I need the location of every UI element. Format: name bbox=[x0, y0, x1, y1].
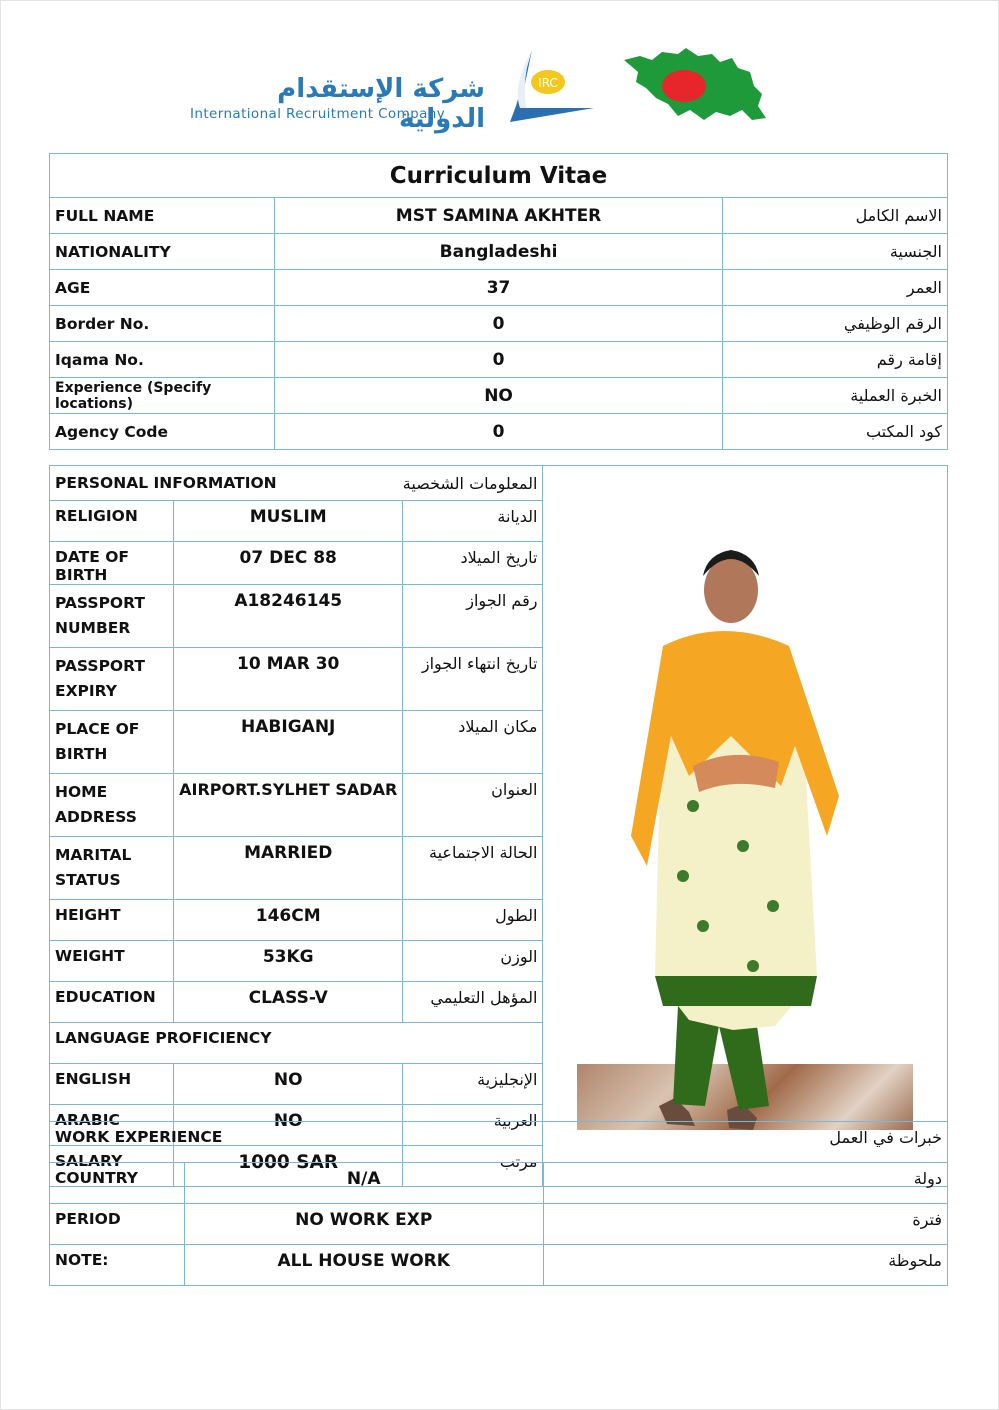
table-row bbox=[50, 466, 948, 501]
label-en: HEIGHT bbox=[50, 900, 174, 941]
table-row bbox=[50, 1122, 948, 1163]
bangladesh-flag-map-icon bbox=[620, 46, 770, 126]
label-en: AGE bbox=[50, 270, 275, 306]
place-of-birth-value: HABIGANJ bbox=[174, 711, 403, 774]
label-en: DATE OF BIRTH bbox=[50, 542, 174, 585]
height-value: 146CM bbox=[174, 900, 403, 941]
label-en: PASSPORT NUMBER bbox=[50, 585, 174, 648]
label-en: Agency Code bbox=[50, 414, 275, 450]
label-ar: الوزن bbox=[403, 941, 543, 982]
label-ar: العربية bbox=[403, 1105, 543, 1146]
iqama-no-value: 0 bbox=[274, 342, 722, 378]
nationality-value: Bangladeshi bbox=[274, 234, 722, 270]
cv-summary-table bbox=[49, 153, 948, 450]
note-value: ALL HOUSE WORK bbox=[184, 1245, 543, 1286]
border-no-value: 0 bbox=[274, 306, 722, 342]
label-ar: إقامة رقم bbox=[723, 342, 948, 378]
label-en: NATIONALITY bbox=[50, 234, 275, 270]
country-value: N/A bbox=[184, 1163, 543, 1204]
table-row bbox=[50, 306, 948, 342]
label-en: SALARY bbox=[50, 1146, 174, 1187]
label-ar: العمر bbox=[723, 270, 948, 306]
label-en: NOTE: bbox=[50, 1245, 185, 1286]
candidate-figure-icon bbox=[543, 506, 946, 1146]
label-ar: المؤهل التعليمي bbox=[403, 982, 543, 1023]
label-en: ARABIC bbox=[50, 1105, 174, 1146]
label-en: Experience (Specify locations) bbox=[50, 378, 275, 414]
label-ar: الخبرة العملية bbox=[723, 378, 948, 414]
table-row bbox=[50, 1245, 948, 1286]
irc-logo-icon bbox=[492, 46, 602, 126]
table-row bbox=[50, 198, 948, 234]
work-experience-heading-ar: خبرات في العمل bbox=[543, 1122, 948, 1163]
label-en: COUNTRY bbox=[50, 1163, 185, 1204]
work-experience-table bbox=[49, 1121, 948, 1286]
label-en: ENGLISH bbox=[50, 1064, 174, 1105]
religion-value: MUSLIM bbox=[174, 501, 403, 542]
label-ar: الاسم الكامل bbox=[723, 198, 948, 234]
table-row bbox=[50, 270, 948, 306]
age-value: 37 bbox=[274, 270, 722, 306]
label-ar: فترة bbox=[543, 1204, 948, 1245]
label-en: PLACE OF BIRTH bbox=[50, 711, 174, 774]
table-row bbox=[50, 414, 948, 450]
label-en: WEIGHT bbox=[50, 941, 174, 982]
weight-value: 53KG bbox=[174, 941, 403, 982]
label-ar: الإنجليزية bbox=[403, 1064, 543, 1105]
photo-cell bbox=[543, 466, 948, 1187]
label-ar: تاريخ انتهاء الجواز bbox=[403, 648, 543, 711]
label-ar: كود المكتب bbox=[723, 414, 948, 450]
label-ar: ملحوظة bbox=[543, 1245, 948, 1286]
english-value: NO bbox=[174, 1064, 403, 1105]
label-en: Border No. bbox=[50, 306, 275, 342]
irc-badge-text: IRC bbox=[538, 76, 558, 90]
cv-title: Curriculum Vitae bbox=[50, 154, 948, 198]
label-ar: الحالة الاجتماعية bbox=[403, 837, 543, 900]
label-ar: تاريخ الميلاد bbox=[403, 542, 543, 585]
label-ar: الديانة bbox=[403, 501, 543, 542]
label-en: PERIOD bbox=[50, 1204, 185, 1245]
dob-value: 07 DEC 88 bbox=[174, 542, 403, 585]
work-experience-heading: WORK EXPERIENCE bbox=[50, 1122, 544, 1163]
label-ar: مكان الميلاد bbox=[403, 711, 543, 774]
candidate-photo bbox=[543, 506, 946, 1146]
personal-info-heading-ar: المعلومات الشخصية bbox=[403, 466, 543, 501]
table-row bbox=[50, 378, 948, 414]
salary-value: 1000 SAR bbox=[174, 1146, 403, 1187]
label-en: MARITAL STATUS bbox=[50, 837, 174, 900]
label-ar: الرقم الوظيفي bbox=[723, 306, 948, 342]
experience-value: NO bbox=[274, 378, 722, 414]
company-name-english: International Recruitment Company bbox=[190, 106, 446, 122]
label-en: RELIGION bbox=[50, 501, 174, 542]
label-en: PASSPORT EXPIRY bbox=[50, 648, 174, 711]
label-en: FULL NAME bbox=[50, 198, 275, 234]
label-en: Iqama No. bbox=[50, 342, 275, 378]
label-en: EDUCATION bbox=[50, 982, 174, 1023]
table-row bbox=[50, 234, 948, 270]
period-value: NO WORK EXP bbox=[184, 1204, 543, 1245]
personal-info-table bbox=[49, 465, 948, 1187]
home-address-value: AIRPORT.SYLHET SADAR bbox=[174, 774, 403, 837]
label-ar: الجنسية bbox=[723, 234, 948, 270]
label-ar: مرتب bbox=[403, 1146, 543, 1187]
label-ar: الطول bbox=[403, 900, 543, 941]
company-name-arabic: شركة الإستقدام الدولية bbox=[277, 74, 485, 134]
education-value: CLASS-V bbox=[174, 982, 403, 1023]
full-name-value: MST SAMINA AKHTER bbox=[274, 198, 722, 234]
table-row bbox=[50, 342, 948, 378]
table-row bbox=[50, 1163, 948, 1204]
company-header bbox=[180, 40, 780, 132]
personal-info-heading: PERSONAL INFORMATION bbox=[50, 466, 403, 501]
marital-status-value: MARRIED bbox=[174, 837, 403, 900]
table-row bbox=[50, 1204, 948, 1245]
arabic-value: NO bbox=[174, 1105, 403, 1146]
passport-expiry-value: 10 MAR 30 bbox=[174, 648, 403, 711]
label-ar: رقم الجواز bbox=[403, 585, 543, 648]
label-ar: دولة bbox=[543, 1163, 948, 1204]
passport-number-value: A18246145 bbox=[174, 585, 403, 648]
label-en: HOME ADDRESS bbox=[50, 774, 174, 837]
label-ar: العنوان bbox=[403, 774, 543, 837]
agency-code-value: 0 bbox=[274, 414, 722, 450]
language-heading: LANGUAGE PROFICIENCY bbox=[50, 1023, 543, 1064]
